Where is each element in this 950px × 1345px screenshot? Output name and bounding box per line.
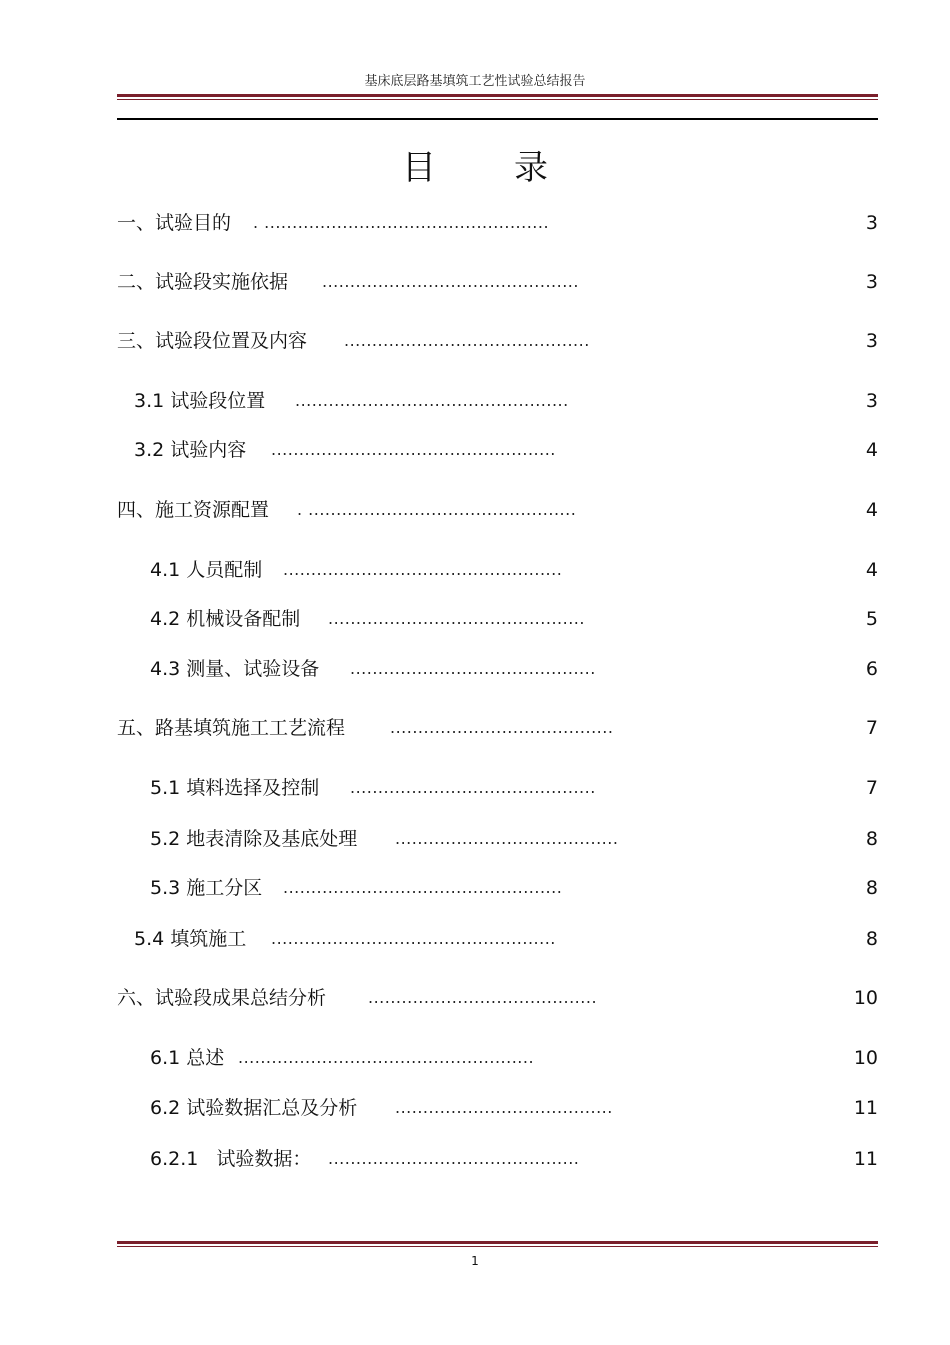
- toc-entry-title: 试验段位置: [170, 390, 266, 412]
- toc-entry-page: 10: [853, 987, 878, 1009]
- toc-entry-page: 4: [865, 439, 878, 461]
- toc-entry-title: 测量、试验设备: [186, 658, 320, 680]
- toc-entry[interactable]: [0, 825, 950, 853]
- toc-leader-dots: ..................................................: [283, 560, 563, 579]
- toc-entry[interactable]: [0, 714, 950, 742]
- toc-entry-title: 二、试验段实施依据: [117, 271, 289, 293]
- running-header: 基床底层路基填筑工艺性试验总结报告: [364, 74, 586, 89]
- toc-entry[interactable]: [0, 1145, 950, 1173]
- toc-leader-dots: .............................................: [328, 1149, 580, 1168]
- toc-leader-dots: .....................................................: [238, 1048, 535, 1067]
- toc-entry-page: 11: [853, 1148, 878, 1170]
- toc-entry-title: 填筑施工: [170, 928, 247, 950]
- toc-entry-page: 3: [865, 390, 878, 412]
- toc-entry-title: 四、施工资源配置: [117, 499, 270, 521]
- toc-entry-number: 6.1: [150, 1047, 181, 1069]
- toc-entry[interactable]: [0, 925, 950, 953]
- toc-entry-page: 3: [865, 330, 878, 352]
- toc-leader-dots: ........................................: [390, 718, 614, 737]
- toc-leader-dots: ..............................................: [322, 272, 579, 291]
- toc-entry-page: 8: [865, 828, 878, 850]
- toc-leader-dots: ...................................................: [271, 929, 556, 948]
- toc-leader-dots: ..................................................: [283, 878, 563, 897]
- toc-entry-title: 试验内容: [170, 439, 247, 461]
- toc-entry-page: 5: [865, 608, 878, 630]
- toc-entry-page: 8: [865, 928, 878, 950]
- footer-rule-maroon: [117, 1241, 878, 1247]
- toc-entry[interactable]: [0, 209, 950, 237]
- toc-entry-title: 总述: [186, 1047, 225, 1069]
- toc-leader-dots: .................................................: [295, 391, 569, 410]
- toc-entry-page: 4: [865, 499, 878, 521]
- toc-leader-dots: . ................................................: [297, 500, 577, 519]
- toc-entry-number: 5.3: [150, 877, 181, 899]
- header-rule-black: [117, 118, 878, 120]
- toc-leader-dots: ..............................................: [328, 609, 585, 628]
- toc-entry-number: 4.1: [150, 559, 181, 581]
- toc-entry[interactable]: [0, 496, 950, 524]
- toc-entry-title: 填料选择及控制: [186, 777, 320, 799]
- toc-entry-page: 10: [853, 1047, 878, 1069]
- toc-entry-title: 施工分区: [186, 877, 263, 899]
- toc-leader-dots: ............................................: [344, 331, 590, 350]
- toc-entry-number: 6.2: [150, 1097, 181, 1119]
- toc-entry-title: 五、路基填筑施工工艺流程: [117, 717, 346, 739]
- toc-entry-title: 三、试验段位置及内容: [117, 330, 308, 352]
- toc-entry-number: 3.2: [134, 439, 165, 461]
- toc-entry-page: 4: [865, 559, 878, 581]
- toc-leader-dots: .........................................: [368, 988, 598, 1007]
- toc-entry[interactable]: [0, 1044, 950, 1072]
- toc-entry-number: 5.2: [150, 828, 181, 850]
- toc-entry-page: 6: [865, 658, 878, 680]
- toc-entry-number: 5.1: [150, 777, 181, 799]
- toc-entry[interactable]: [0, 1094, 950, 1122]
- toc-entry-number: 4.2: [150, 608, 181, 630]
- toc-entry-number: 5.4: [134, 928, 165, 950]
- toc-entry-page: 11: [853, 1097, 878, 1119]
- toc-entry-number: 4.3: [150, 658, 181, 680]
- toc-entry[interactable]: [0, 387, 950, 415]
- toc-entry[interactable]: [0, 655, 950, 683]
- toc-entry[interactable]: [0, 436, 950, 464]
- toc-entry-title: 一、试验目的: [117, 212, 232, 234]
- header-rule-maroon: [117, 94, 878, 100]
- toc-entry-page: 7: [865, 777, 878, 799]
- toc-entry[interactable]: [0, 327, 950, 355]
- toc-entry-page: 3: [865, 271, 878, 293]
- toc-entry-title: 人员配制: [186, 559, 263, 581]
- toc-entry[interactable]: [0, 984, 950, 1012]
- toc-leader-dots: ........................................: [395, 829, 619, 848]
- toc-leader-dots: ...................................................: [271, 440, 556, 459]
- toc-entry-page: 3: [865, 212, 878, 234]
- toc-entry[interactable]: [0, 874, 950, 902]
- toc-entry-title: 试验数据：: [216, 1148, 312, 1170]
- toc-entry-title: 六、试验段成果总结分析: [117, 987, 327, 1009]
- toc-entry-title: 机械设备配制: [186, 608, 301, 630]
- toc-entry-number: 6.2.1: [150, 1148, 199, 1170]
- toc-entry-title: 地表清除及基底处理: [186, 828, 358, 850]
- toc-entry[interactable]: [0, 774, 950, 802]
- toc-entry-page: 8: [865, 877, 878, 899]
- toc-entry-number: 3.1: [134, 390, 165, 412]
- toc-entry[interactable]: [0, 605, 950, 633]
- page-number: 1: [471, 1254, 479, 1268]
- toc-leader-dots: .......................................: [395, 1098, 613, 1117]
- toc-entry-title: 试验数据汇总及分析: [186, 1097, 358, 1119]
- toc-entry-page: 7: [865, 717, 878, 739]
- toc-title: 目录: [402, 148, 626, 188]
- toc-leader-dots: . ...................................................: [253, 213, 550, 232]
- toc-entry[interactable]: [0, 268, 950, 296]
- toc-leader-dots: ............................................: [350, 778, 596, 797]
- toc-entry[interactable]: [0, 556, 950, 584]
- toc-leader-dots: ............................................: [350, 659, 596, 678]
